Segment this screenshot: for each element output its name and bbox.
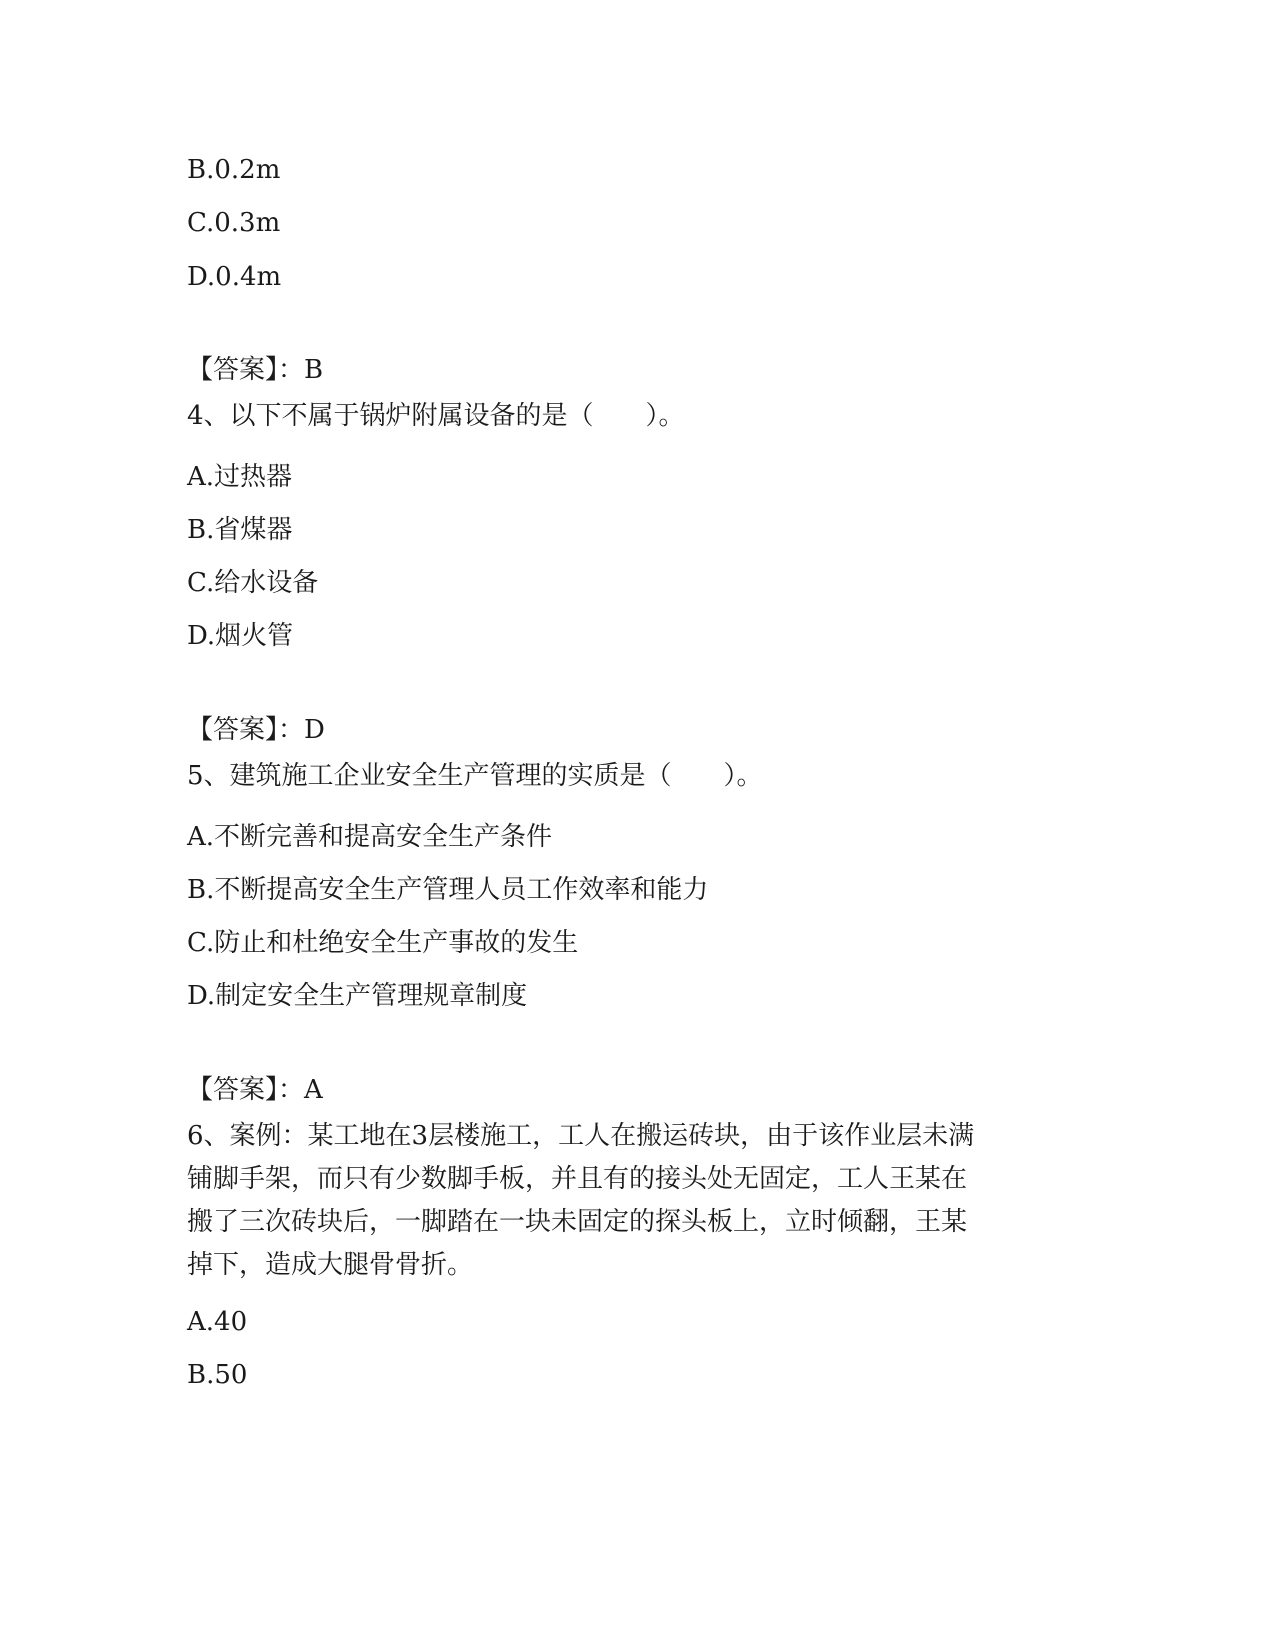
- q5-option-a: A.不断完善和提高安全生产条件: [187, 822, 553, 852]
- q4-answer: 【答案】：D: [187, 715, 325, 745]
- q4-option-b: B.省煤器: [187, 515, 293, 545]
- q3-option-d: D.0.4m: [187, 262, 282, 292]
- q5-stem: 5、建筑施工企业安全生产管理的实质是（ ）。: [187, 761, 763, 791]
- q3-option-b: B.0.2m: [187, 155, 281, 185]
- q4-option-d: D.烟火管: [187, 621, 294, 651]
- q6-stem-line-4: 掉下，造成大腿骨骨折。: [187, 1250, 474, 1280]
- q4-option-c: C.给水设备: [187, 568, 319, 598]
- q5-option-c: C.防止和杜绝安全生产事故的发生: [187, 928, 579, 958]
- q6-stem-line-3: 搬了三次砖块后，一脚踏在一块未固定的探头板上，立时倾翻，王某: [187, 1207, 968, 1237]
- q3-option-c: C.0.3m: [187, 208, 281, 238]
- q3-answer: 【答案】：B: [187, 355, 324, 385]
- q6-option-b: B.50: [187, 1360, 248, 1390]
- q6-option-a: A.40: [187, 1307, 248, 1337]
- q4-option-a: A.过热器: [187, 462, 293, 492]
- q6-stem-line-1: 6、案例：某工地在3层楼施工，工人在搬运砖块，由于该作业层未满: [187, 1121, 975, 1151]
- q4-stem: 4、以下不属于锅炉附属设备的是（ ）。: [187, 401, 685, 431]
- q5-option-d: D.制定安全生产管理规章制度: [187, 981, 528, 1011]
- q6-stem-line-2: 铺脚手架，而只有少数脚手板，并且有的接头处无固定，工人王某在: [187, 1164, 968, 1194]
- q5-option-b: B.不断提高安全生产管理人员工作效率和能力: [187, 875, 709, 905]
- q5-answer: 【答案】：A: [187, 1075, 323, 1105]
